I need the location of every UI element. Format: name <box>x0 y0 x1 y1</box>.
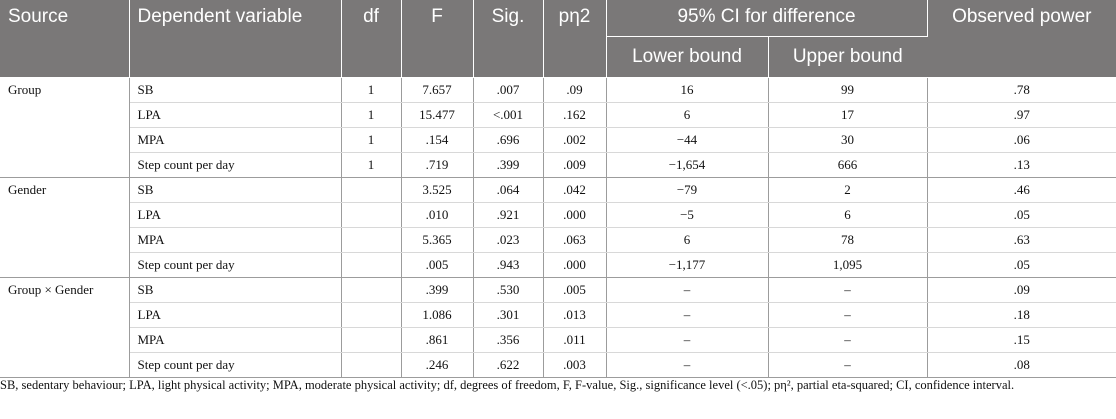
cell-upper-bound: 1,095 <box>768 253 927 278</box>
cell-observed-power: .05 <box>927 253 1116 278</box>
cell-f: 5.365 <box>401 228 473 253</box>
cell-lower-bound: −1,177 <box>606 253 768 278</box>
cell-lower-bound: 6 <box>606 228 768 253</box>
cell-dependent-variable: SB <box>129 178 341 203</box>
cell-f: .399 <box>401 278 473 303</box>
cell-upper-bound: – <box>768 353 927 378</box>
cell-observed-power: .46 <box>927 178 1116 203</box>
header-sig: Sig. <box>473 0 543 78</box>
cell-upper-bound: 6 <box>768 203 927 228</box>
cell-upper-bound: 666 <box>768 153 927 178</box>
cell-dependent-variable: MPA <box>129 228 341 253</box>
cell-observed-power: .15 <box>927 328 1116 353</box>
cell-dependent-variable: Step count per day <box>129 253 341 278</box>
table-row <box>0 153 1116 178</box>
cell-partial-eta: .000 <box>543 203 606 228</box>
cell-df <box>341 253 401 278</box>
cell-dependent-variable: SB <box>129 278 341 303</box>
cell-sig: .943 <box>473 253 543 278</box>
cell-f: .246 <box>401 353 473 378</box>
header-upper-bound: Upper bound <box>768 37 927 78</box>
cell-source: Group <box>0 78 129 178</box>
cell-sig: .399 <box>473 153 543 178</box>
cell-sig: .064 <box>473 178 543 203</box>
cell-df <box>341 228 401 253</box>
cell-dependent-variable: MPA <box>129 128 341 153</box>
cell-dependent-variable: MPA <box>129 328 341 353</box>
cell-upper-bound: 30 <box>768 128 927 153</box>
cell-sig: .921 <box>473 203 543 228</box>
cell-dependent-variable: LPA <box>129 203 341 228</box>
cell-df <box>341 353 401 378</box>
cell-dependent-variable: Step count per day <box>129 353 341 378</box>
cell-df <box>341 303 401 328</box>
cell-observed-power: .97 <box>927 103 1116 128</box>
cell-upper-bound: – <box>768 303 927 328</box>
cell-sig: <.001 <box>473 103 543 128</box>
cell-f: 1.086 <box>401 303 473 328</box>
cell-source: Gender <box>0 178 129 278</box>
table-row <box>0 303 1116 328</box>
cell-partial-eta: .042 <box>543 178 606 203</box>
cell-lower-bound: – <box>606 278 768 303</box>
cell-partial-eta: .013 <box>543 303 606 328</box>
cell-sig: .696 <box>473 128 543 153</box>
table-body <box>0 78 1116 378</box>
table-row <box>0 178 1116 203</box>
table-row <box>0 253 1116 278</box>
cell-partial-eta: .011 <box>543 328 606 353</box>
table-row <box>0 128 1116 153</box>
cell-upper-bound: 2 <box>768 178 927 203</box>
cell-upper-bound: 78 <box>768 228 927 253</box>
cell-lower-bound: – <box>606 328 768 353</box>
cell-upper-bound: 17 <box>768 103 927 128</box>
cell-observed-power: .18 <box>927 303 1116 328</box>
cell-sig: .023 <box>473 228 543 253</box>
cell-partial-eta: .002 <box>543 128 606 153</box>
cell-partial-eta: .000 <box>543 253 606 278</box>
cell-observed-power: .78 <box>927 78 1116 103</box>
cell-observed-power: .13 <box>927 153 1116 178</box>
table-row <box>0 203 1116 228</box>
cell-partial-eta: .009 <box>543 153 606 178</box>
table-footnote: SB, sedentary behaviour; LPA, light physical activity; MPA, moderate physical activity; df, degrees of freedom, F, F-value, Sig., significance level (<.05); pη², partial eta-squared; CI, confidence interval. <box>0 378 1015 392</box>
cell-dependent-variable: Step count per day <box>129 153 341 178</box>
cell-f: 3.525 <box>401 178 473 203</box>
header-observed-power: Observed power <box>927 0 1116 78</box>
cell-observed-power: .06 <box>927 128 1116 153</box>
cell-f: .005 <box>401 253 473 278</box>
cell-partial-eta: .005 <box>543 278 606 303</box>
cell-lower-bound: – <box>606 353 768 378</box>
cell-sig: .622 <box>473 353 543 378</box>
table-row <box>0 78 1116 103</box>
cell-sig: .301 <box>473 303 543 328</box>
cell-f: .861 <box>401 328 473 353</box>
cell-lower-bound: 6 <box>606 103 768 128</box>
cell-df <box>341 328 401 353</box>
cell-f: 15.477 <box>401 103 473 128</box>
cell-dependent-variable: SB <box>129 78 341 103</box>
cell-df: 1 <box>341 153 401 178</box>
cell-upper-bound: – <box>768 278 927 303</box>
table-header <box>0 0 1116 78</box>
cell-df: 1 <box>341 128 401 153</box>
cell-dependent-variable: LPA <box>129 303 341 328</box>
cell-observed-power: .63 <box>927 228 1116 253</box>
cell-lower-bound: −79 <box>606 178 768 203</box>
header-ci: 95% CI for difference <box>606 0 927 37</box>
cell-upper-bound: 99 <box>768 78 927 103</box>
cell-observed-power: .08 <box>927 353 1116 378</box>
cell-lower-bound: – <box>606 303 768 328</box>
cell-df: 1 <box>341 103 401 128</box>
cell-df <box>341 178 401 203</box>
table-row <box>0 353 1116 378</box>
cell-f: .010 <box>401 203 473 228</box>
cell-dependent-variable: LPA <box>129 103 341 128</box>
cell-df: 1 <box>341 78 401 103</box>
cell-sig: .356 <box>473 328 543 353</box>
table-row <box>0 328 1116 353</box>
header-f: F <box>401 0 473 78</box>
cell-upper-bound: – <box>768 328 927 353</box>
cell-lower-bound: −1,654 <box>606 153 768 178</box>
cell-source: Group × Gender <box>0 278 129 378</box>
cell-df <box>341 203 401 228</box>
cell-observed-power: .09 <box>927 278 1116 303</box>
header-df: df <box>341 0 401 78</box>
cell-lower-bound: 16 <box>606 78 768 103</box>
cell-partial-eta: .09 <box>543 78 606 103</box>
cell-sig: .530 <box>473 278 543 303</box>
cell-partial-eta: .063 <box>543 228 606 253</box>
table-row <box>0 103 1116 128</box>
cell-f: 7.657 <box>401 78 473 103</box>
header-dependent-variable: Dependent variable <box>129 0 341 78</box>
cell-sig: .007 <box>473 78 543 103</box>
cell-partial-eta: .162 <box>543 103 606 128</box>
cell-f: .719 <box>401 153 473 178</box>
header-partial-eta: pη2 <box>543 0 606 78</box>
cell-f: .154 <box>401 128 473 153</box>
cell-lower-bound: −44 <box>606 128 768 153</box>
cell-observed-power: .05 <box>927 203 1116 228</box>
cell-partial-eta: .003 <box>543 353 606 378</box>
header-source: Source <box>0 0 129 78</box>
cell-lower-bound: −5 <box>606 203 768 228</box>
table-row <box>0 228 1116 253</box>
table-row <box>0 278 1116 303</box>
cell-df <box>341 278 401 303</box>
header-lower-bound: Lower bound <box>606 37 768 78</box>
